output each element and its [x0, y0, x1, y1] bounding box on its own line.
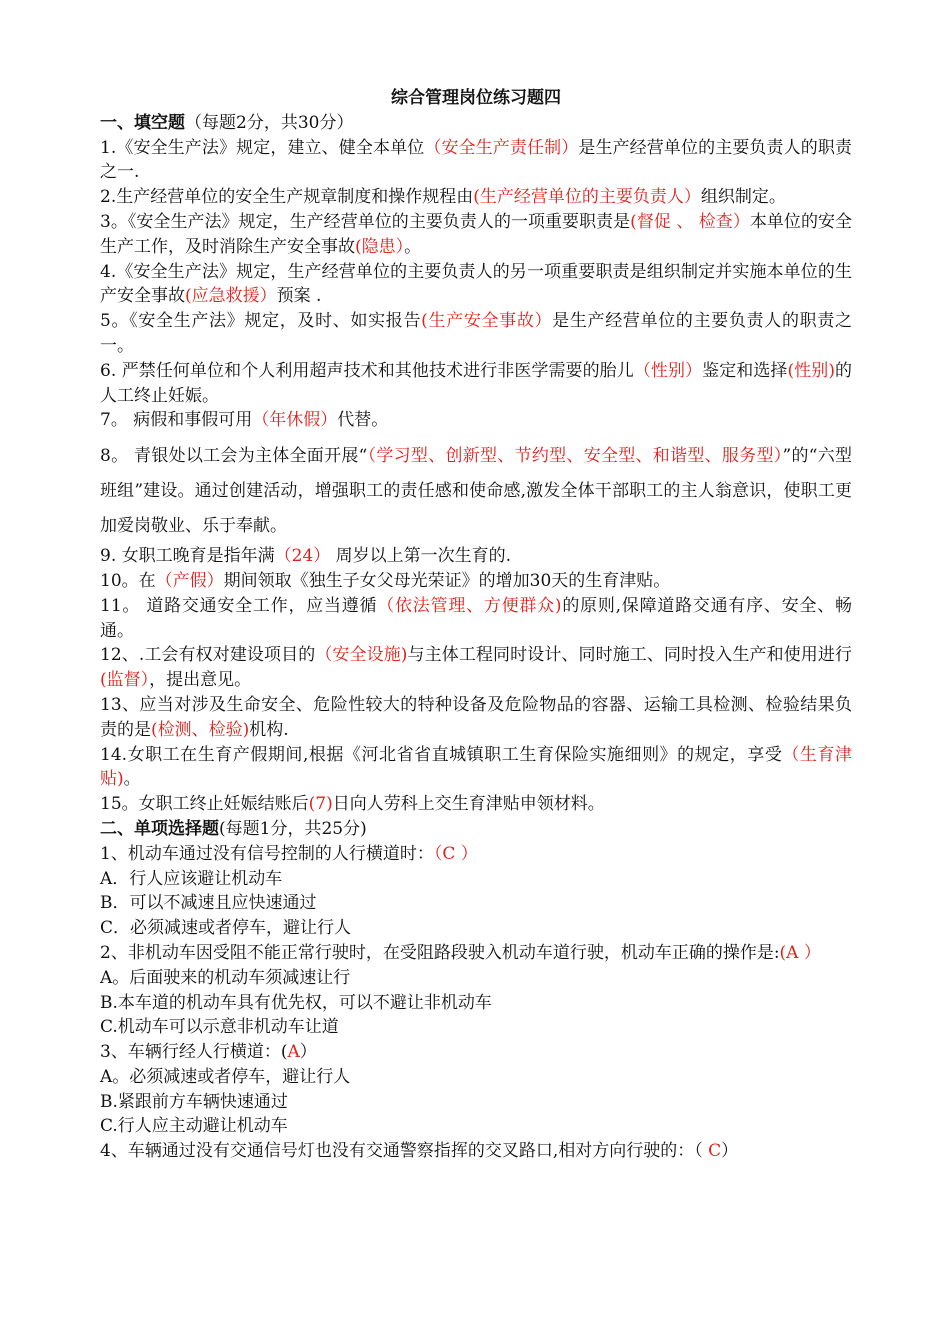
section-heading-single-choice: 二、单项选择题(每题1分，共25分)	[100, 818, 367, 839]
question-8: 8。 青银处以工会为主体全面开展“（学习型、创新型、节约型、安全型、和谐型、服务型）”的“六型班组”建设。通过创建活动，增强职工的责任感和使命感,激发全体干部职工的主人翁意识，使职工更加爱岗敬业、乐于奉献。	[100, 446, 852, 537]
question-7: 7。 病假和事假可用（年休假）代替。	[100, 410, 389, 431]
answer: (生产经营单位的主要负责人）	[473, 187, 701, 208]
answer: (督促 、 检查）	[630, 211, 750, 232]
answer: （学习型、创新型、节约型、安全型、和谐型、服务型）	[367, 446, 783, 467]
choice-question-1: 1、机动车通过没有信号控制的人行横道时：（C ）	[100, 843, 478, 864]
question-5: 5。《安全生产法》规定，及时、如实报告(生产安全事故）是生产经营单位的主要负责人的职责之一。	[100, 311, 853, 356]
answer: A	[287, 1042, 300, 1063]
question-15: 15。女职工终止妊娠结账后(7)日向人劳科上交生育津贴申领材料。	[100, 794, 605, 815]
choice-question-3: 3、车辆行经人行横道：(A）	[100, 1042, 317, 1063]
choice-option: C.机动车可以示意非机动车让道	[100, 1017, 339, 1038]
answer: (检测、检验)	[151, 719, 250, 740]
choice-option: A。后面驶来的机动车须减速让行	[100, 967, 351, 988]
choice-option: B．可以不减速且应快速通过	[100, 893, 317, 914]
question-10: 10。在（产假）期间领取《独生子女父母光荣证》的增加30天的生育津贴。	[100, 570, 671, 591]
question-2: 2.生产经营单位的安全生产规章制度和操作规程由(生产经营单位的主要负责人）组织制定。	[100, 187, 786, 208]
answer: (生产安全事故）	[421, 311, 553, 332]
document-title: 综合管理岗位练习题四	[391, 88, 561, 108]
question-13: 13、应当对涉及生命安全、危险性较大的特种设备及危险物品的容器、运输工具检测、检验结果负责的是(检测、检验)机构.	[100, 694, 852, 740]
document-page	[100, 86, 852, 1164]
question-11: 11。 道路交通安全工作，应当遵循（依法管理、方便群众)的原则,保障道路交通有序、安全、畅通。	[100, 595, 852, 641]
answer: (A ）	[779, 942, 821, 963]
question-6: 6. 严禁任何单位和个人利用超声技术和其他技术进行非医学需要的胎儿（性别）鉴定和选择(性别)的人工终止妊娠。	[100, 360, 853, 406]
question-1: 1.《安全生产法》规定，建立、健全本单位（安全生产责任制）是生产经营单位的主要负责人的职责之一.	[100, 137, 852, 183]
answer: （生育津贴)	[100, 744, 852, 790]
answer: （性别）	[633, 360, 703, 381]
choice-option: B.紧跟前方车辆快速通过	[100, 1091, 288, 1112]
answer: (性别)	[787, 360, 835, 381]
answer: (7)	[308, 794, 333, 815]
answer: （安全生产责任制）	[424, 137, 579, 158]
question-4: 4.《安全生产法》规定，生产经营单位的主要负责人的另一项重要职责是组织制定并实施本单位的生产安全事故(应急救援）预案 .	[100, 261, 852, 307]
answer: (应急救援）	[185, 286, 277, 307]
choice-option: B.本车道的机动车具有优先权，可以不避让非机动车	[100, 992, 492, 1013]
choice-option: A。必须减速或者停车，避让行人	[100, 1066, 351, 1087]
choice-option: A．行人应该避让机动车	[100, 868, 283, 889]
answer: （依法管理、方便群众)	[377, 595, 562, 616]
question-9: 9. 女职工晚育是指年满（24） 周岁以上第一次生育的.	[100, 546, 512, 567]
choice-question-2: 2、非机动车因受阻不能正常行驶时，在受阻路段驶入机动车道行驶，机动车正确的操作是:(A ）	[100, 942, 821, 963]
question-14: 14.女职工在生育产假期间,根据《河北省省直城镇职工生育保险实施细则》的规定，享受（生育津贴)。	[100, 744, 852, 790]
choice-option: C.行人应主动避让机动车	[100, 1116, 288, 1137]
section-heading-fill-in: 一、填空题（每题2分，共30分）	[100, 112, 354, 133]
answer: （产假）	[155, 570, 224, 591]
answer: (监督）	[100, 670, 150, 691]
answer: C	[708, 1141, 722, 1162]
answer: (隐患）	[355, 236, 405, 257]
answer: （年休假）	[252, 410, 338, 431]
choice-option: C．必须减速或者停车，避让行人	[100, 918, 352, 939]
answer: （24）	[274, 546, 331, 567]
question-3: 3。《安全生产法》规定，生产经营单位的主要负责人的一项重要职责是(督促 、 检查）本单位的安全生产工作，及时消除生产安全事故(隐患）。	[100, 211, 852, 257]
answer: （C ）	[433, 843, 478, 864]
answer: （安全设施)	[315, 645, 408, 666]
question-12: 12、.工会有权对建设项目的（安全设施)与主体工程同时设计、同时施工、同时投入生产和使用进行(监督），提出意见。	[100, 645, 852, 691]
choice-question-4: 4、车辆通过没有交通信号灯也没有交通警察指挥的交叉路口,相对方向行驶的：（ C）	[100, 1141, 739, 1162]
